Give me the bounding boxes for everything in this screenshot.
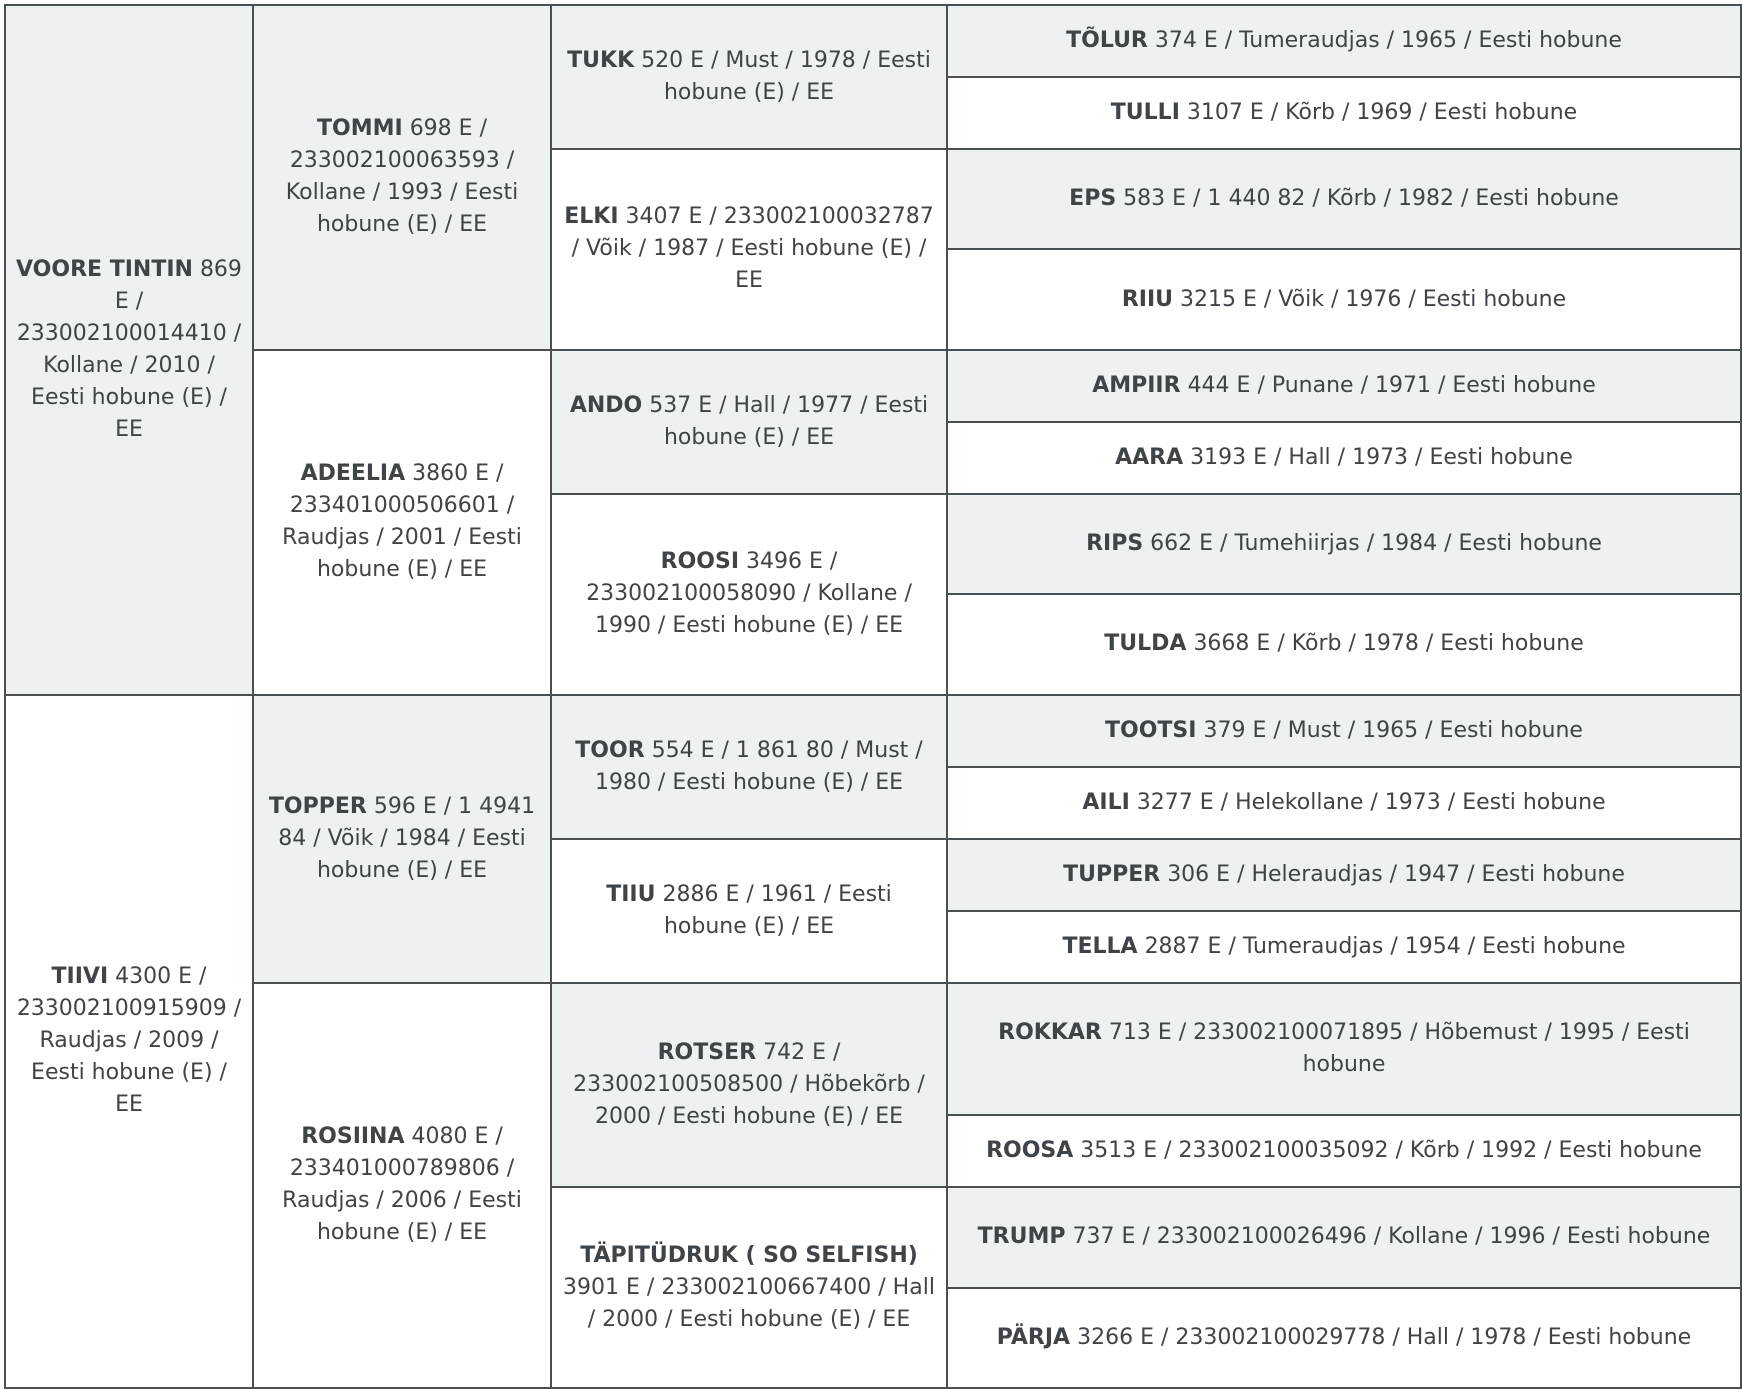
- horse-name: TIIU: [606, 881, 656, 907]
- horse-name: ELKI: [564, 204, 619, 230]
- horse-details: 444 E / Punane / 1971 / Eesti hobune: [1187, 372, 1596, 398]
- horse-name: ROOSI: [660, 549, 740, 575]
- gen4-cell-4: [947, 249, 1741, 349]
- horse-name: EPS: [1069, 186, 1117, 212]
- horse-name: ROKKAR: [998, 1019, 1102, 1045]
- horse-details: 4080 E / 233401000789806 / Raudjas / 2006 / Eesti hobune (E) / EE: [282, 1124, 522, 1246]
- horse-name: TIIVI: [51, 964, 109, 990]
- horse-name: ROSIINA: [301, 1124, 405, 1150]
- horse-name: RIPS: [1086, 530, 1144, 556]
- horse-name: TULDA: [1104, 631, 1187, 657]
- horse-details: 2886 E / 1961 / Eesti hobune (E) / EE: [662, 881, 892, 939]
- horse-name: TOOTSI: [1105, 717, 1197, 743]
- horse-name: TÕLUR: [1066, 27, 1148, 53]
- pedigree-table: [4, 4, 1742, 1389]
- pedigree-row: [5, 350, 1741, 422]
- gen4-cell-5: [947, 350, 1741, 422]
- pedigree-row: [5, 983, 1741, 1116]
- horse-details: 374 E / Tumeraudjas / 1965 / Eesti hobune: [1154, 27, 1622, 53]
- gen3-cell-1: [551, 5, 947, 149]
- gen3-cell-5: [551, 695, 947, 839]
- horse-details: 3266 E / 233002100029778 / Hall / 1978 / Eesti hobune: [1077, 1324, 1692, 1350]
- horse-details: 3107 E / Kõrb / 1969 / Eesti hobune: [1186, 99, 1578, 125]
- gen4-cell-7: [947, 494, 1741, 594]
- gen3-cell-4: [551, 494, 947, 695]
- gen4-cell-1: [947, 5, 1741, 77]
- gen4-cell-3: [947, 149, 1741, 249]
- horse-name: TUKK: [567, 47, 635, 73]
- gen4-cell-2: [947, 77, 1741, 149]
- horse-details: 3496 E / 233002100058090 / Kollane / 1990 / Eesti hobune (E) / EE: [586, 549, 912, 639]
- gen4-cell-9: [947, 695, 1741, 767]
- horse-name: TOMMI: [317, 116, 403, 142]
- gen3-cell-3: [551, 350, 947, 494]
- horse-name: ROTSER: [657, 1039, 757, 1065]
- horse-name: AARA: [1115, 444, 1184, 470]
- horse-details: 3901 E / 233002100667400 / Hall / 2000 / Eesti hobune (E) / EE: [563, 1274, 935, 1332]
- gen2-cell-1: [253, 5, 551, 350]
- gen2-cell-4: [253, 983, 551, 1389]
- gen2-cell-3: [253, 695, 551, 983]
- horse-details: 737 E / 233002100026496 / Kollane / 1996 / Eesti hobune: [1072, 1224, 1711, 1250]
- horse-name: TOPPER: [268, 793, 367, 819]
- horse-details: 2887 E / Tumeraudjas / 1954 / Eesti hobune: [1144, 933, 1626, 959]
- gen4-cell-10: [947, 767, 1741, 839]
- pedigree-row: [5, 695, 1741, 767]
- horse-name: TULLI: [1110, 99, 1180, 125]
- horse-name: ADEELIA: [300, 461, 406, 487]
- horse-details: 379 E / Must / 1965 / Eesti hobune: [1203, 717, 1583, 743]
- horse-details: 4300 E / 233002100915909 / Raudjas / 2009 / Eesti hobune (E) / EE: [16, 964, 242, 1118]
- horse-name: TELLA: [1062, 933, 1138, 959]
- horse-details: 742 E / 233002100508500 / Hõbekõrb / 2000 / Eesti hobune (E) / EE: [573, 1039, 925, 1129]
- horse-details: 3215 E / Võik / 1976 / Eesti hobune: [1180, 286, 1567, 312]
- horse-name: AMPIIR: [1092, 372, 1181, 398]
- horse-details: 3860 E / 233401000506601 / Raudjas / 2001 / Eesti hobune (E) / EE: [282, 461, 522, 583]
- sire-cell: [5, 5, 253, 695]
- horse-details: 596 E / 1 4941 84 / Võik / 1984 / Eesti hobune (E) / EE: [278, 793, 536, 883]
- horse-details: 713 E / 233002100071895 / Hõbemust / 1995 / Eesti hobune: [1108, 1019, 1690, 1077]
- horse-details: 3277 E / Helekollane / 1973 / Eesti hobune: [1136, 789, 1606, 815]
- horse-name: TOOR: [575, 737, 645, 763]
- horse-details: 520 E / Must / 1978 / Eesti hobune (E) / EE: [641, 47, 931, 105]
- horse-details: 306 E / Heleraudjas / 1947 / Eesti hobune: [1167, 861, 1625, 887]
- horse-details: 554 E / 1 861 80 / Must / 1980 / Eesti hobune (E) / EE: [594, 737, 923, 795]
- horse-name: PÄRJA: [996, 1324, 1071, 1350]
- gen4-cell-12: [947, 911, 1741, 983]
- gen3-cell-6: [551, 839, 947, 983]
- horse-name: ROOSA: [986, 1138, 1074, 1164]
- horse-name: AILI: [1082, 789, 1130, 815]
- horse-details: 583 E / 1 440 82 / Kõrb / 1982 / Eesti hobune: [1123, 186, 1619, 212]
- gen3-cell-2: [551, 149, 947, 350]
- horse-details: 3513 E / 233002100035092 / Kõrb / 1992 / Eesti hobune: [1080, 1138, 1702, 1164]
- horse-details: 3407 E / 233002100032787 / Võik / 1987 / Eesti hobune (E) / EE: [571, 204, 934, 294]
- horse-name: RIIU: [1121, 286, 1174, 312]
- gen4-cell-15: [947, 1187, 1741, 1287]
- horse-details: 662 E / Tumehiirjas / 1984 / Eesti hobune: [1150, 530, 1602, 556]
- horse-details: 3668 E / Kõrb / 1978 / Eesti hobune: [1193, 631, 1584, 657]
- dam-cell: [5, 695, 253, 1388]
- horse-name: TRUMP: [977, 1224, 1066, 1250]
- gen4-cell-11: [947, 839, 1741, 911]
- horse-name: ANDO: [569, 392, 643, 418]
- horse-name: TÄPITÜDRUK ( SO SELFISH): [580, 1242, 918, 1268]
- gen3-cell-8: [551, 1187, 947, 1388]
- pedigree-row: [5, 5, 1741, 77]
- gen4-cell-16: [947, 1288, 1741, 1389]
- gen4-cell-13: [947, 983, 1741, 1116]
- gen4-cell-8: [947, 594, 1741, 694]
- gen3-cell-7: [551, 983, 947, 1188]
- gen4-cell-14: [947, 1115, 1741, 1187]
- horse-details: 869 E / 233002100014410 / Kollane / 2010 / Eesti hobune (E) / EE: [16, 256, 242, 442]
- horse-name: TUPPER: [1063, 861, 1161, 887]
- horse-details: 537 E / Hall / 1977 / Eesti hobune (E) / EE: [649, 392, 929, 450]
- horse-name: VOORE TINTIN: [16, 256, 193, 282]
- horse-details: 698 E / 233002100063593 / Kollane / 1993 / Eesti hobune (E) / EE: [285, 116, 519, 238]
- gen2-cell-2: [253, 350, 551, 695]
- gen4-cell-6: [947, 422, 1741, 494]
- horse-details: 3193 E / Hall / 1973 / Eesti hobune: [1190, 444, 1573, 470]
